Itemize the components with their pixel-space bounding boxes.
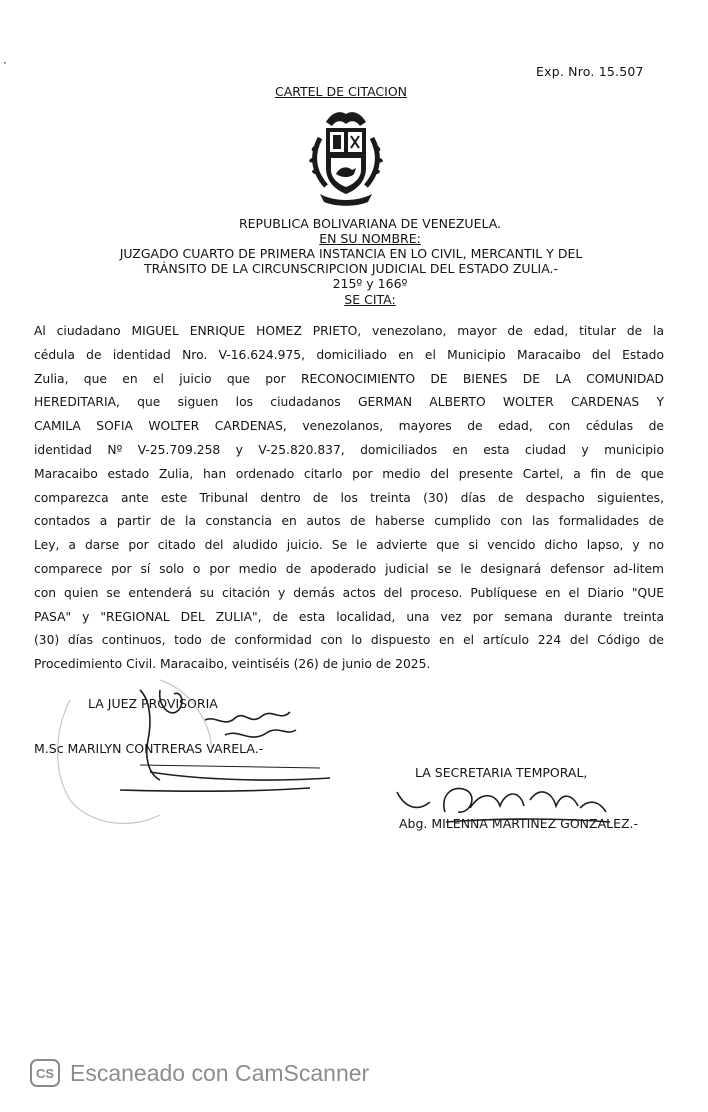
body-line: comparezca ante este Tribunal dentro de los treinta (30) días de despacho siguientes,: [34, 490, 664, 505]
body-line: Ley, a darse por citado del aludido juicio. Se le advierte que si vencido dicho lapso, y no: [34, 538, 664, 553]
body-line: con quien se entenderá su citación y demás actos del proceso. Publíquese en el Diario "QUE: [34, 585, 664, 600]
header-years: 215º y 166º: [332, 276, 408, 291]
body-line: HEREDITARIA, que siguen los ciudadanos GERMAN ALBERTO WOLTER CARDENAS Y: [34, 395, 664, 410]
header-en-su-nombre: EN SU NOMBRE:: [319, 231, 421, 246]
document-title: CARTEL DE CITACION: [274, 84, 408, 99]
header-court-line1: JUZGADO CUARTO DE PRIMERA INSTANCIA EN LO CIVIL, MERCANTIL Y DEL: [119, 246, 583, 261]
header-se-cita: SE CITA:: [344, 292, 396, 307]
body-line: comparece por sí solo o por medio de apoderado judicial se le designará defensor ad-litem: [34, 561, 664, 576]
body-line: cédula de identidad Nro. V-16.624.975, domiciliado en el Municipio Maracaibo del Estado: [34, 347, 664, 362]
body-line: Maracaibo estado Zulia, han ordenado citarlo por medio del presente Cartel, a fin de que: [34, 466, 664, 481]
stray-mark: ·: [3, 56, 7, 70]
camscanner-watermark: [30, 1056, 369, 1090]
secretary-name: Abg. MILENNA MARTINEZ GONZALEZ.-: [399, 816, 639, 831]
secretary-title: LA SECRETARIA TEMPORAL,: [415, 765, 588, 780]
expediente-number: Exp. Nro. 15.507: [536, 64, 644, 79]
body-line: (30) días continuos, todo de conformidad con lo dispuesto en el artículo 224 del Código de: [34, 633, 664, 648]
header-court-line2: TRÁNSITO DE LA CIRCUNSCRIPCION JUDICIAL DEL ESTADO ZULIA.-: [143, 261, 559, 276]
body-line: PASA" y "REGIONAL DEL ZULIA", de esta localidad, una vez por semana durante treinta: [34, 609, 664, 624]
body-line: Al ciudadano MIGUEL ENRIQUE HOMEZ PRIETO, venezolano, mayor de edad, titular de la: [34, 324, 664, 338]
body-line: Procedimiento Civil. Maracaibo, veintiséis (26) de junio de 2025.: [34, 657, 431, 672]
body-line: identidad Nº V-25.709.258 y V-25.820.837, domiciliados en esta ciudad y municipio: [34, 442, 664, 457]
camscanner-logo-icon: CS: [30, 1059, 60, 1087]
citation-body: [34, 320, 664, 677]
coat-of-arms-icon: [306, 108, 386, 208]
header-republic: REPUBLICA BOLIVARIANA DE VENEZUELA.: [238, 216, 502, 231]
camscanner-text: Escaneado con CamScanner: [70, 1059, 370, 1086]
judge-name: M.Sc MARILYN CONTRERAS VARELA.-: [34, 741, 264, 756]
body-line: CAMILA SOFIA WOLTER CARDENAS, venezolanos, mayores de edad, con cédulas de: [34, 419, 664, 434]
body-line: Zulia, que en el juicio que por RECONOCIMIENTO DE BIENES DE LA COMUNIDAD: [34, 371, 664, 386]
body-line: contados a partir de la constancia en autos de haberse cumplido con las formalidades de: [34, 514, 664, 529]
judge-title: LA JUEZ PROVISORIA: [88, 696, 218, 711]
